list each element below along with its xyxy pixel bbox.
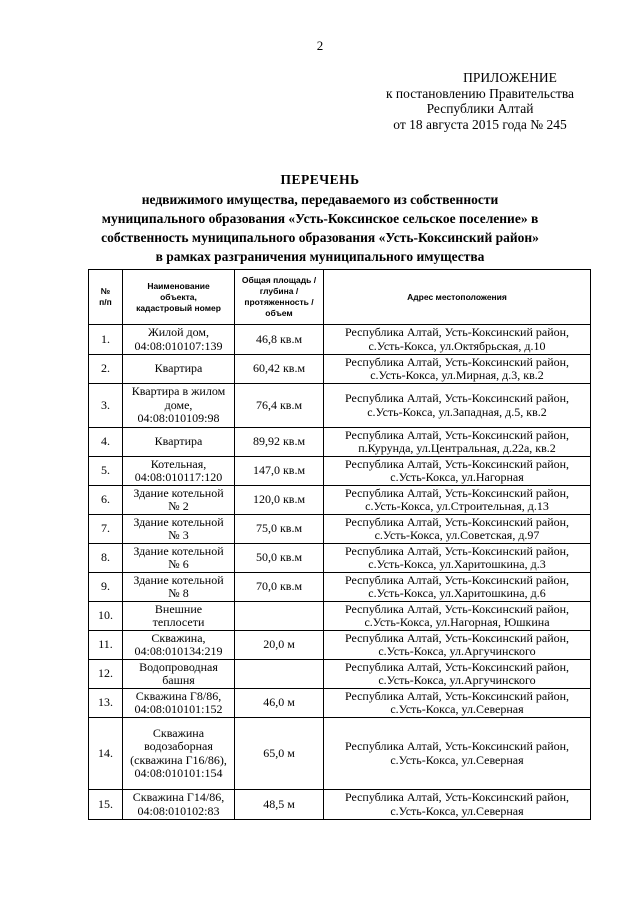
address-line: Республика Алтай, Усть-Коксинский район, bbox=[344, 688, 570, 703]
row-number: 11. bbox=[89, 631, 123, 660]
address-line: с.Усть-Кокса, ул.Харитошкина, д.6 bbox=[368, 586, 546, 600]
object-name-line: башня bbox=[162, 673, 195, 687]
object-name bbox=[123, 515, 235, 544]
header-number: № п/п bbox=[89, 270, 123, 325]
address-line: с.Усть-Кокса, ул.Западная, д.5, кв.2 bbox=[367, 404, 547, 419]
address-line: с.Усть-Кокса, ул.Нагорная, Юшкина bbox=[364, 615, 550, 629]
object-area bbox=[235, 602, 324, 631]
object-address bbox=[324, 544, 591, 573]
row-number: 1. bbox=[89, 325, 123, 355]
object-name-line: Здание котельной bbox=[133, 543, 224, 558]
row-number: 13. bbox=[89, 689, 123, 718]
object-name bbox=[123, 355, 235, 384]
object-name-line: № 6 bbox=[168, 557, 189, 571]
object-name-line: Водопроводная bbox=[139, 659, 218, 674]
object-name bbox=[123, 660, 235, 689]
table-row bbox=[89, 486, 591, 515]
object-name-line: 04:08:010101:152 bbox=[134, 702, 223, 716]
address-line: Республика Алтай, Усть-Коксинский район, bbox=[344, 427, 570, 442]
object-area: 60,42 кв.м bbox=[235, 355, 324, 384]
address-line: п.Курунда, ул.Центральная, д.22а, кв.2 bbox=[358, 441, 556, 455]
row-number: 8. bbox=[89, 544, 123, 573]
appendix-line: от 18 августа 2015 года № 245 bbox=[393, 116, 567, 132]
table-row bbox=[89, 457, 591, 486]
object-address bbox=[324, 384, 591, 428]
object-name-line: (скважина Г16/86), bbox=[130, 752, 227, 767]
object-area: 48,5 м bbox=[235, 790, 324, 820]
table-row bbox=[89, 544, 591, 573]
object-address bbox=[324, 573, 591, 602]
object-name-line: 04:08:010101:154 bbox=[134, 766, 223, 780]
address-line: Республика Алтай, Усть-Коксинский район, bbox=[344, 391, 570, 405]
row-number: 7. bbox=[89, 515, 123, 544]
object-name-line: 04:08:010134:219 bbox=[134, 644, 223, 658]
table-row bbox=[89, 689, 591, 718]
address-line: Республика Алтай, Усть-Коксинский район, bbox=[344, 354, 570, 369]
object-address bbox=[324, 631, 591, 660]
table-row bbox=[89, 790, 591, 820]
object-area: 65,0 м bbox=[235, 718, 324, 790]
row-number: 2. bbox=[89, 355, 123, 384]
object-name bbox=[123, 689, 235, 718]
object-area: 70,0 кв.м bbox=[235, 573, 324, 602]
address-line: Республика Алтай, Усть-Коксинский район, bbox=[344, 325, 570, 339]
table-row bbox=[89, 660, 591, 689]
object-name-line: Здание котельной bbox=[133, 572, 224, 587]
object-area: 50,0 кв.м bbox=[235, 544, 324, 573]
object-name bbox=[123, 602, 235, 631]
object-address bbox=[324, 718, 591, 790]
object-name bbox=[123, 384, 235, 428]
object-name bbox=[123, 486, 235, 515]
header-address: Адрес местоположения bbox=[324, 270, 591, 325]
object-name-line: Жилой дом, bbox=[147, 325, 210, 339]
address-line: с.Усть-Кокса, ул.Северная bbox=[390, 702, 524, 716]
title-line: муниципального образования «Усть-Коксинское сельское поселение» в bbox=[101, 211, 539, 226]
object-area: 89,92 кв.м bbox=[235, 428, 324, 457]
title-line: собственность муниципального образования «Усть-Коксинский район» bbox=[101, 230, 539, 245]
table-row bbox=[89, 384, 591, 428]
address-line: Республика Алтай, Усть-Коксинский район, bbox=[344, 790, 570, 804]
object-area: 46,0 м bbox=[235, 689, 324, 718]
address-line: с.Усть-Кокса, ул.Харитошкина, д.3 bbox=[368, 557, 546, 571]
address-line: с.Усть-Кокса, ул.Аргучинского bbox=[378, 673, 536, 687]
address-line: Республика Алтай, Усть-Коксинский район, bbox=[344, 630, 570, 645]
object-name-line: Здание котельной bbox=[133, 514, 224, 529]
object-name bbox=[123, 325, 235, 355]
address-line: Республика Алтай, Усть-Коксинский район, bbox=[344, 514, 570, 529]
object-area: 46,8 кв.м bbox=[235, 325, 324, 355]
object-name bbox=[123, 573, 235, 602]
object-address bbox=[324, 660, 591, 689]
row-number: 3. bbox=[89, 384, 123, 428]
object-name-line: 04:08:010102:83 bbox=[137, 803, 220, 818]
object-name bbox=[123, 631, 235, 660]
object-address bbox=[324, 515, 591, 544]
property-table bbox=[88, 269, 591, 820]
object-name-line: 04:08:010117:120 bbox=[134, 470, 223, 484]
row-number: 9. bbox=[89, 573, 123, 602]
object-address bbox=[324, 428, 591, 457]
address-line: с.Усть-Кокса, ул.Мирная, д.3, кв.2 bbox=[370, 368, 544, 382]
object-area: 147,0 кв.м bbox=[235, 457, 324, 486]
object-address bbox=[324, 457, 591, 486]
object-name-line: Котельная, bbox=[150, 456, 207, 471]
object-name-line: Квартира bbox=[154, 361, 203, 376]
table-row bbox=[89, 515, 591, 544]
object-address bbox=[324, 325, 591, 355]
address-line: с.Усть-Кокса, ул.Северная bbox=[390, 752, 524, 767]
appendix-block bbox=[330, 70, 630, 132]
object-name-line: Скважина Г8/86, bbox=[135, 688, 222, 703]
address-line: Республика Алтай, Усть-Коксинский район, bbox=[344, 739, 570, 753]
object-address bbox=[324, 486, 591, 515]
object-name-line: 04:08:010109:98 bbox=[137, 411, 220, 426]
object-name-line: Внешние bbox=[154, 601, 203, 616]
object-address bbox=[324, 602, 591, 631]
address-line: Республика Алтай, Усть-Коксинский район, bbox=[344, 659, 570, 674]
object-name-line: Квартира bbox=[154, 434, 203, 449]
object-address bbox=[324, 790, 591, 820]
object-name bbox=[123, 790, 235, 820]
table-row bbox=[89, 355, 591, 384]
appendix-line: Республики Алтай bbox=[426, 101, 534, 116]
address-line: с.Усть-Кокса, ул.Советская, д.97 bbox=[374, 528, 540, 542]
object-name bbox=[123, 428, 235, 457]
address-line: с.Усть-Кокса, ул.Северная bbox=[390, 803, 524, 818]
row-number: 4. bbox=[89, 428, 123, 457]
address-line: Республика Алтай, Усть-Коксинский район, bbox=[344, 485, 570, 500]
row-number: 14. bbox=[89, 718, 123, 790]
object-name-line: № 3 bbox=[168, 528, 189, 542]
object-name-line: Скважина Г14/86, bbox=[132, 790, 225, 804]
object-name-line: доме, bbox=[164, 397, 193, 412]
document-title bbox=[0, 170, 640, 266]
object-name-line: Квартира в жилом bbox=[131, 384, 226, 399]
title-heading: ПЕРЕЧЕНЬ bbox=[280, 172, 360, 187]
table-row bbox=[89, 631, 591, 660]
object-name-line: 04:08:010107:139 bbox=[134, 338, 223, 353]
object-name-line: Скважина, bbox=[151, 630, 206, 645]
table-row bbox=[89, 718, 591, 790]
title-line: в рамках разграничения муниципального имущества bbox=[155, 249, 485, 264]
table-row bbox=[89, 602, 591, 631]
address-line: Республика Алтай, Усть-Коксинский район, bbox=[344, 543, 570, 558]
appendix-line: к постановлению Правительства bbox=[385, 85, 575, 101]
object-address bbox=[324, 355, 591, 384]
row-number: 6. bbox=[89, 486, 123, 515]
row-number: 5. bbox=[89, 457, 123, 486]
title-line: недвижимого имущества, передаваемого из собственности bbox=[141, 192, 499, 207]
object-area bbox=[235, 660, 324, 689]
header-name: Наименование объекта, кадастровый номер bbox=[123, 270, 235, 325]
header-area: Общая площадь / глубина / протяженность / объем bbox=[235, 270, 324, 325]
row-number: 12. bbox=[89, 660, 123, 689]
address-line: с.Усть-Кокса, ул.Строительная, д.13 bbox=[365, 499, 549, 513]
object-address bbox=[324, 689, 591, 718]
table-row bbox=[89, 325, 591, 355]
address-line: с.Усть-Кокса, ул.Октябрьская, д.10 bbox=[368, 338, 546, 353]
appendix-heading: ПРИЛОЖЕНИЕ bbox=[463, 70, 557, 85]
object-name bbox=[123, 718, 235, 790]
object-name-line: № 2 bbox=[168, 499, 189, 513]
row-number: 10. bbox=[89, 602, 123, 631]
object-area: 76,4 кв.м bbox=[235, 384, 324, 428]
object-name-line: водозаборная bbox=[144, 739, 213, 753]
object-name-line: Здание котельной bbox=[133, 485, 224, 500]
page-number: 2 bbox=[316, 38, 324, 53]
object-area: 120,0 кв.м bbox=[235, 486, 324, 515]
address-line: с.Усть-Кокса, ул.Нагорная bbox=[390, 470, 524, 484]
object-name-line: № 8 bbox=[168, 586, 189, 600]
object-area: 20,0 м bbox=[235, 631, 324, 660]
address-line: с.Усть-Кокса, ул.Аргучинского bbox=[378, 644, 536, 658]
row-number: 15. bbox=[89, 790, 123, 820]
object-name bbox=[123, 544, 235, 573]
address-line: Республика Алтай, Усть-Коксинский район, bbox=[344, 456, 570, 471]
table-row bbox=[89, 428, 591, 457]
address-line: Республика Алтай, Усть-Коксинский район, bbox=[344, 601, 570, 616]
address-line: Республика Алтай, Усть-Коксинский район, bbox=[344, 572, 570, 587]
object-name bbox=[123, 457, 235, 486]
object-name-line: Скважина bbox=[152, 725, 205, 740]
table-header-row bbox=[89, 270, 591, 325]
table-row bbox=[89, 573, 591, 602]
object-name-line: теплосети bbox=[152, 615, 205, 629]
object-area: 75,0 кв.м bbox=[235, 515, 324, 544]
